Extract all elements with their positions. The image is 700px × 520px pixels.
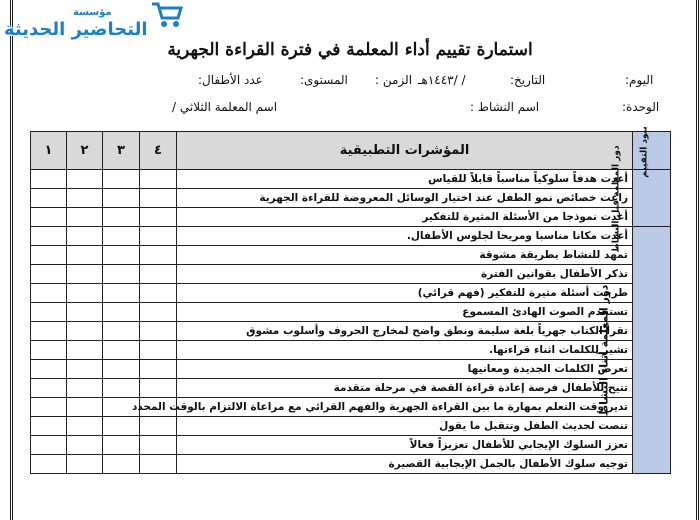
score-cell[interactable] xyxy=(103,246,140,265)
score-cell[interactable] xyxy=(103,284,140,303)
score-cell[interactable] xyxy=(103,436,140,455)
indicator-cell: أعدت نموذجا من الأسئلة المثيرة للتفكير xyxy=(177,208,633,227)
score-cell[interactable] xyxy=(67,189,103,208)
header-score-3: ٣ xyxy=(103,132,140,170)
score-cell[interactable] xyxy=(31,322,67,341)
score-cell[interactable] xyxy=(140,360,177,379)
score-cell[interactable] xyxy=(67,417,103,436)
table-row xyxy=(31,360,671,379)
score-cell[interactable] xyxy=(31,284,67,303)
score-cell[interactable] xyxy=(67,265,103,284)
score-cell[interactable] xyxy=(67,398,103,417)
score-cell[interactable] xyxy=(67,379,103,398)
table-row xyxy=(31,265,671,284)
score-cell[interactable] xyxy=(31,227,67,246)
score-cell[interactable] xyxy=(140,246,177,265)
cart-icon xyxy=(150,0,184,30)
score-cell[interactable] xyxy=(103,360,140,379)
score-cell[interactable] xyxy=(140,284,177,303)
indicator-cell: تذكر الأطفال بقوانين الفترة xyxy=(177,265,633,284)
score-cell[interactable] xyxy=(140,303,177,322)
score-cell[interactable] xyxy=(140,322,177,341)
score-cell[interactable] xyxy=(103,322,140,341)
score-cell[interactable] xyxy=(31,436,67,455)
score-cell[interactable] xyxy=(140,189,177,208)
score-cell[interactable] xyxy=(103,189,140,208)
table-row xyxy=(31,379,671,398)
form-title: استمارة تقييم أداء المعلمة في فترة القراءة الجهرية xyxy=(167,40,533,60)
table-header-row xyxy=(31,132,671,170)
table-row xyxy=(31,341,671,360)
score-cell[interactable] xyxy=(67,341,103,360)
table-row xyxy=(31,455,671,474)
date-value: / /١٤٤٣هـ xyxy=(418,73,466,87)
table-row xyxy=(31,284,671,303)
indicator-cell: تمهد للنشاط بطريقة مشوقة xyxy=(177,246,633,265)
score-cell[interactable] xyxy=(67,170,103,189)
indicator-cell: تدير وقت التعلم بمهارة ما بين القراءة الجهرية والفهم القرائي مع مراعاة الالتزام بالوقت المحدد xyxy=(177,398,633,417)
unit-label: الوحدة: xyxy=(622,100,660,114)
score-cell[interactable] xyxy=(140,379,177,398)
score-cell[interactable] xyxy=(31,265,67,284)
header-items: بنود التقييم xyxy=(633,132,671,170)
score-cell[interactable] xyxy=(67,436,103,455)
score-cell[interactable] xyxy=(140,227,177,246)
score-cell[interactable] xyxy=(103,227,140,246)
indicator-cell: تنصت لحديث الطفل وتتقبل ما يقول xyxy=(177,417,633,436)
table-row xyxy=(31,322,671,341)
score-cell[interactable] xyxy=(31,189,67,208)
score-cell[interactable] xyxy=(103,303,140,322)
table-row xyxy=(31,170,671,189)
table-row xyxy=(31,303,671,322)
score-cell[interactable] xyxy=(103,341,140,360)
day-label: اليوم: xyxy=(625,73,654,87)
score-cell[interactable] xyxy=(67,455,103,474)
activity-label: اسم النشاط : xyxy=(470,100,540,114)
indicator-cell: تشير للكلمات اثناء قراءتها. xyxy=(177,341,633,360)
score-cell[interactable] xyxy=(67,284,103,303)
score-cell[interactable] xyxy=(67,360,103,379)
score-cell[interactable] xyxy=(31,208,67,227)
indicator-cell: تتيح للأطفال فرصة إعادة قراءة القصة في مرحلة متقدمة xyxy=(177,379,633,398)
level-label: المستوى: xyxy=(300,73,348,87)
score-cell[interactable] xyxy=(103,265,140,284)
score-cell[interactable] xyxy=(67,208,103,227)
indicator-cell: تعرض الكلمات الجديدة ومعانيها xyxy=(177,360,633,379)
score-cell[interactable] xyxy=(140,341,177,360)
score-cell[interactable] xyxy=(67,303,103,322)
header-score-1: ١ xyxy=(31,132,67,170)
table-row xyxy=(31,417,671,436)
score-cell[interactable] xyxy=(103,379,140,398)
logo-line1: مؤسسة xyxy=(70,7,115,18)
table-row xyxy=(31,189,671,208)
logo-line2: التحاضير الحديثة xyxy=(4,19,148,40)
score-cell[interactable] xyxy=(31,379,67,398)
score-cell[interactable] xyxy=(103,417,140,436)
score-cell[interactable] xyxy=(67,227,103,246)
table-row xyxy=(31,227,671,246)
header-score-2: ٢ xyxy=(67,132,103,170)
section-label-before: دور المعلمة قبل النشاط xyxy=(633,170,671,227)
evaluation-table xyxy=(30,126,671,474)
indicator-cell: أعدت مكانا مناسبا ومريحا لجلوس الأطفال. xyxy=(177,227,633,246)
table-row xyxy=(31,246,671,265)
score-cell[interactable] xyxy=(31,398,67,417)
indicator-cell: تستخدم الصوت الهادئ المسموع xyxy=(177,303,633,322)
table-row xyxy=(31,208,671,227)
score-cell[interactable] xyxy=(31,246,67,265)
score-cell[interactable] xyxy=(31,417,67,436)
score-cell[interactable] xyxy=(31,455,67,474)
children-count-label: عدد الأطفال: xyxy=(198,73,263,87)
table-row xyxy=(31,436,671,455)
indicator-cell: تعزز السلوك الإيجابي للأطفال تعزيزاً فعالاً xyxy=(177,436,633,455)
score-cell[interactable] xyxy=(67,246,103,265)
table-row xyxy=(31,398,671,417)
score-cell[interactable] xyxy=(103,208,140,227)
indicator-cell: تقرأ الكتاب جهرياً بلغة سليمة ونطق واضح لمخارج الحروف وأسلوب مشوق xyxy=(177,322,633,341)
section-label-during: دور المعلمة أثناء النشاط xyxy=(633,227,671,474)
indicator-cell: أعدت هدفاً سلوكياً مناسباً قابلاً للقياس xyxy=(177,170,633,189)
score-cell[interactable] xyxy=(140,436,177,455)
score-cell[interactable] xyxy=(103,455,140,474)
date-label: التاريخ: xyxy=(510,73,546,87)
score-cell[interactable] xyxy=(31,170,67,189)
indicator-cell: طرحت أسئلة مثيرة للتفكير (فهم قرائي) xyxy=(177,284,633,303)
score-cell[interactable] xyxy=(67,322,103,341)
score-cell[interactable] xyxy=(31,360,67,379)
header-indicators: المؤشرات التطبيقية xyxy=(177,132,633,170)
score-cell[interactable] xyxy=(140,265,177,284)
score-cell[interactable] xyxy=(140,455,177,474)
score-cell[interactable] xyxy=(140,208,177,227)
score-cell[interactable] xyxy=(140,417,177,436)
score-cell[interactable] xyxy=(31,341,67,360)
indicator-cell: راعت خصائص نمو الطفل عند اختيار الوسائل المعروضة للقراءة الجهرية xyxy=(177,189,633,208)
indicator-cell: توجيه سلوك الأطفال بالجمل الإيجابية القصيرة xyxy=(177,455,633,474)
time-label: الزمن : xyxy=(375,73,413,87)
score-cell[interactable] xyxy=(31,303,67,322)
teacher-label: اسم المعلمة الثلاثي / xyxy=(172,100,278,114)
score-cell[interactable] xyxy=(103,170,140,189)
header-score-4: ٤ xyxy=(140,132,177,170)
score-cell[interactable] xyxy=(140,170,177,189)
